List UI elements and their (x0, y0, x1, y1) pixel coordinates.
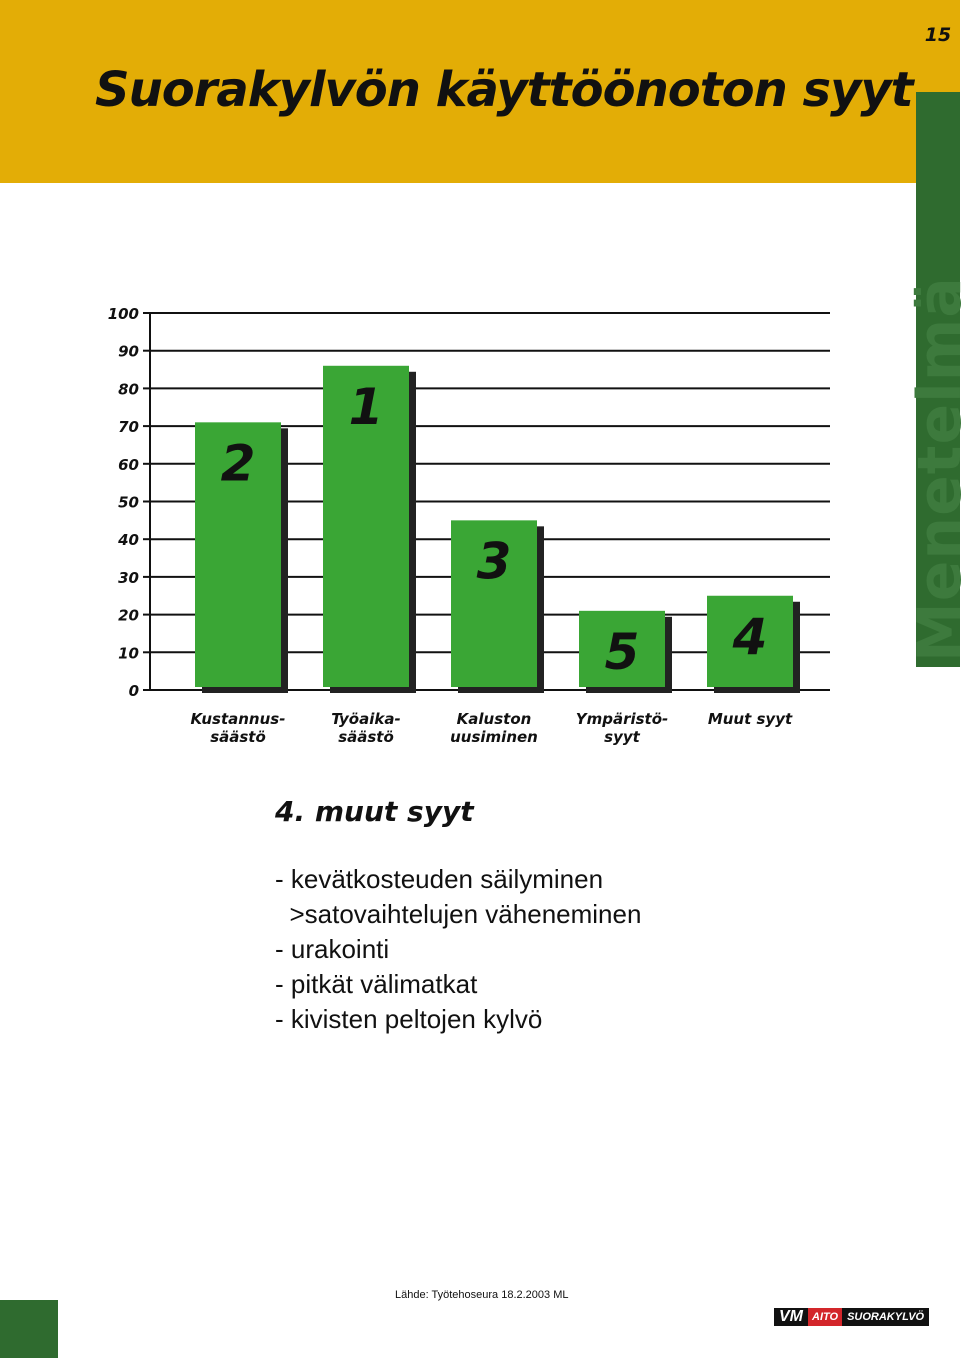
y-tick-label: 80 (118, 380, 139, 399)
y-tick-label: 10 (118, 644, 139, 663)
category-label: Muut syyt (707, 710, 793, 728)
y-tick-label: 90 (118, 342, 139, 361)
category-label: Työaika-säästö (331, 710, 401, 746)
section-heading: 4. muut syyt (275, 795, 474, 828)
bar-chart (0, 290, 850, 760)
y-tick-label: 70 (118, 418, 139, 437)
source-note: Lähde: Työtehoseura 18.2.2003 ML (395, 1289, 569, 1301)
reason-item: - pitkät välimatkat (275, 969, 478, 999)
page-title: Suorakylvön käyttöönoton syyt (95, 62, 913, 118)
bar-label: 3 (476, 532, 512, 591)
y-tick-label: 50 (118, 493, 139, 512)
logo-vm-text: VM (774, 1308, 808, 1326)
bar-label: 1 (348, 377, 384, 436)
y-tick-label: 20 (118, 606, 139, 625)
y-tick-label: 100 (107, 305, 139, 323)
category-label: Kustannus-säästö (190, 710, 286, 746)
logo-aito-text: AITO (808, 1308, 842, 1326)
reason-item: - urakointi (275, 934, 390, 964)
side-label: Menetelmä (905, 276, 975, 662)
page-number-band (916, 0, 960, 92)
bar-label: 2 (220, 434, 256, 493)
bar-label: 5 (604, 622, 640, 681)
reason-item: >satovaihtelujen väheneminen (275, 899, 642, 929)
reason-list (275, 862, 641, 1037)
y-tick-label: 60 (118, 455, 139, 474)
brand-logo (774, 1308, 929, 1326)
page-number: 15 (924, 24, 952, 46)
logo-name-text: SUORAKYLVÖ (842, 1308, 929, 1326)
y-tick-label: 30 (118, 568, 139, 587)
y-tick-label: 0 (128, 682, 139, 700)
footer-block (0, 1300, 58, 1358)
y-tick-label: 40 (118, 531, 139, 550)
bar-label: 4 (732, 607, 768, 666)
reason-item: - kevätkosteuden säilyminen (275, 864, 604, 894)
category-label: Ympäristö-syyt (575, 710, 669, 746)
reason-item: - kivisten peltojen kylvö (275, 1004, 543, 1034)
category-label: Kaluston uusiminen (450, 710, 538, 746)
